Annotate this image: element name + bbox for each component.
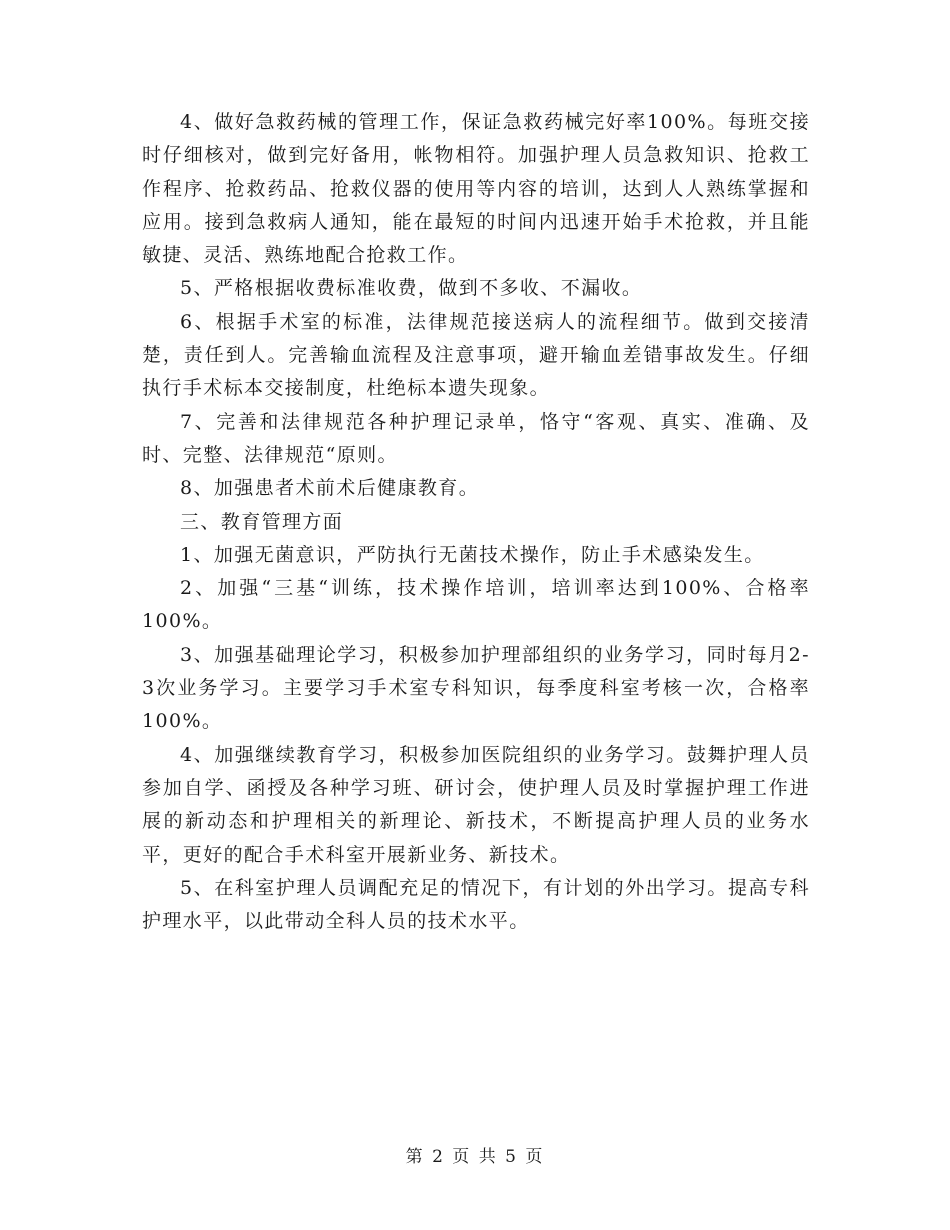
paragraph-aseptic: 1、加强无菌意识，严防执行无菌技术操作，防止手术感染发生。 xyxy=(180,543,765,566)
paragraph-three-basics: 2、加强“三基“训练，技术操作培训，培训率达到100%、合格率100%。 xyxy=(142,577,810,633)
document-body xyxy=(142,106,810,938)
paragraph-health-education: 8、加强患者术前术后健康教育。 xyxy=(180,477,480,500)
paragraph-fees: 5、严格根据收费标准收费，做到不多收、不漏收。 xyxy=(180,277,643,300)
paragraph-external-study: 5、在科室护理人员调配充足的情况下，有计划的外出学习。提高专科护理水平，以此带动全科人员的技术水平。 xyxy=(142,876,810,933)
paragraph-continuing-education: 4、加强继续教育学习，积极参加医院组织的业务学习。鼓舞护理人员参加自学、函授及各种学习班、研讨会，使护理人员及时掌握护理工作进展的新动态和护理相关的新理论、新技术，不断提高护理人员的业务水平，更好的配合手术科室开展新业务、新技术。 xyxy=(142,743,810,866)
section-heading-education: 三、教育管理方面 xyxy=(180,510,344,533)
paragraph-theory-study: 3、加强基础理论学习，积极参加护理部组织的业务学习，同时每月2-3次业务学习。主要学习手术室专科知识，每季度科室考核一次，合格率100%。 xyxy=(142,643,810,733)
paragraph-patient-transfer: 6、根据手术室的标准，法律规范接送病人的流程细节。做到交接清楚，责任到人。完善输血流程及注意事项，避开输血差错事故发生。仔细执行手术标本交接制度，杜绝标本遗失现象。 xyxy=(142,310,810,400)
page-number: 第 2 页 共 5 页 xyxy=(405,1147,545,1167)
paragraph-nursing-records: 7、完善和法律规范各种护理记录单，恪守“客观、真实、准确、及时、完整、法律规范“原则。 xyxy=(142,410,810,466)
paragraph-emergency-equipment: 4、做好急救药械的管理工作，保证急救药械完好率100%。每班交接时仔细核对，做到完好备用，帐物相符。加强护理人员急救知识、抢救工作程序、抢救药品、抢救仪器的使用等内容的培训，达到人人熟练掌握和应用。接到急救病人通知，能在最短的时间内迅速开始手术抢救，并且能敏捷、灵活、熟练地配合抢救工作。 xyxy=(142,111,810,267)
